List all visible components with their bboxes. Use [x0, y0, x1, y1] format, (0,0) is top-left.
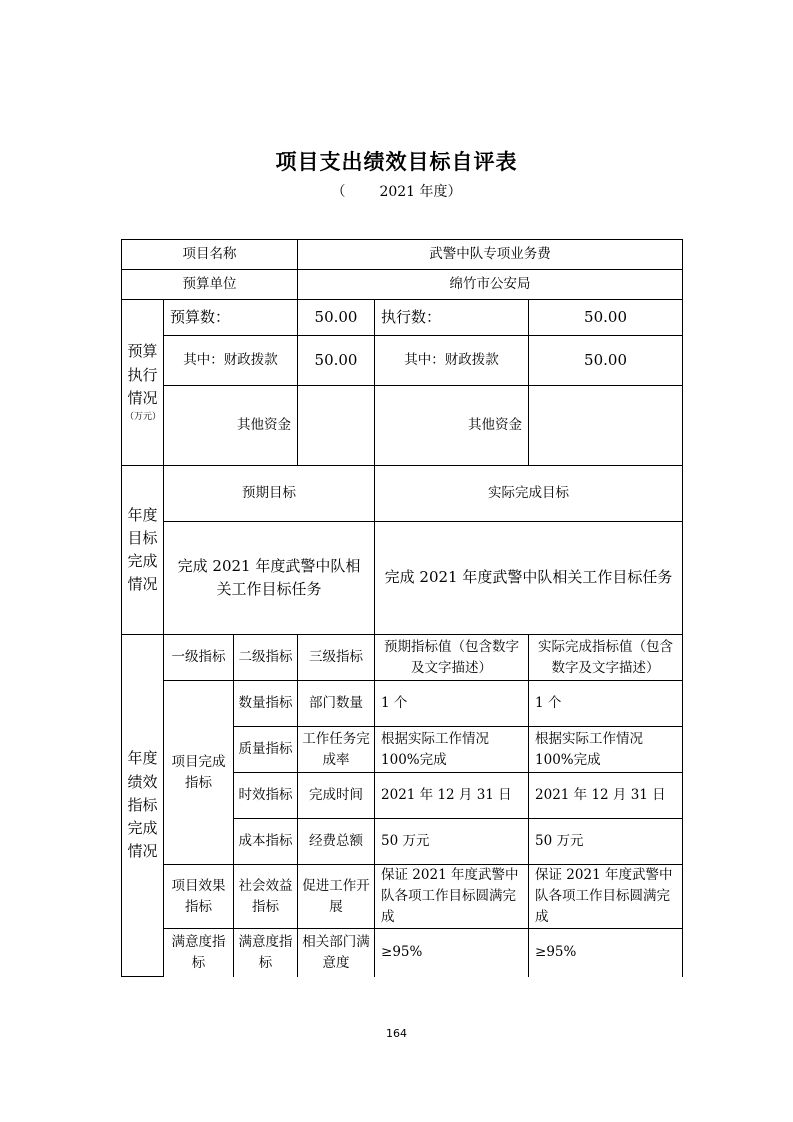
budget-unit-label: 预算单位	[122, 270, 298, 300]
other-funds-budget-label: 其他资金	[164, 386, 298, 466]
actual-total-funds: 50 万元	[529, 819, 683, 865]
expected-promote-work: 保证 2021 年度武警中队各项工作目标圆满完成	[375, 865, 529, 929]
level1-project-effect: 项目效果指标	[164, 865, 234, 929]
header-expected: 预期指标值（包含数字及文字描述）	[375, 635, 529, 681]
actual-promote-work: 保证 2021 年度武警中队各项工作目标圆满完成	[529, 865, 683, 929]
level3-promote-work: 促进工作开展	[298, 865, 375, 929]
project-name-label: 项目名称	[122, 240, 298, 270]
execution-amount-value: 50.00	[529, 300, 683, 336]
expected-completion-time: 2021 年 12 月 31 日	[375, 773, 529, 819]
page-number: 164	[386, 1027, 407, 1040]
budget-execution-unit: （万元）	[125, 412, 162, 423]
actual-completion-time: 2021 年 12 月 31 日	[529, 773, 683, 819]
expected-dept-satisfaction: ≥95%	[375, 929, 529, 977]
subtitle-open-paren: （	[331, 184, 346, 200]
header-actual: 实际完成指标值（包含数字及文字描述）	[529, 635, 683, 681]
header-level2: 二级指标	[234, 635, 298, 681]
fiscal-budget-label: 其中：财政拨款	[164, 336, 298, 386]
annual-goal-section: 年度目标完成情况	[122, 466, 164, 635]
expected-goal-value: 完成 2021 年度武警中队相关工作目标任务	[164, 522, 375, 635]
level2-cost: 成本指标	[234, 819, 298, 865]
other-funds-exec-value	[529, 386, 683, 466]
performance-indicator-section: 年度绩效指标完成情况	[122, 635, 164, 977]
actual-dept-count: 1 个	[529, 681, 683, 727]
execution-amount-label: 执行数：	[375, 300, 529, 336]
other-funds-exec-label: 其他资金	[375, 386, 529, 466]
actual-dept-satisfaction: ≥95%	[529, 929, 683, 977]
budget-amount-value: 50.00	[298, 300, 375, 336]
fiscal-budget-value: 50.00	[298, 336, 375, 386]
project-name-value: 武警中队专项业务费	[298, 240, 683, 270]
header-level1: 一级指标	[164, 635, 234, 681]
level3-task-rate: 工作任务完成率	[298, 727, 375, 773]
page-subtitle	[0, 181, 793, 201]
level1-project-completion: 项目完成指标	[164, 681, 234, 865]
level2-quantity: 数量指标	[234, 681, 298, 727]
other-funds-budget-value	[298, 386, 375, 466]
actual-goal-header: 实际完成目标	[375, 466, 683, 522]
budget-amount-label: 预算数：	[164, 300, 298, 336]
expected-task-rate: 根据实际工作情况 100%完成	[375, 727, 529, 773]
page-title: 项目支出绩效目标自评表	[275, 150, 518, 174]
level3-total-funds: 经费总额	[298, 819, 375, 865]
budget-execution-section	[122, 300, 164, 466]
level3-completion-time: 完成时间	[298, 773, 375, 819]
actual-task-rate: 根据实际工作情况 100%完成	[529, 727, 683, 773]
expected-dept-count: 1 个	[375, 681, 529, 727]
level2-satisfaction: 满意度指标	[234, 929, 298, 977]
level3-dept-count: 部门数量	[298, 681, 375, 727]
fiscal-exec-value: 50.00	[529, 336, 683, 386]
level2-timeliness: 时效指标	[234, 773, 298, 819]
header-level3: 三级指标	[298, 635, 375, 681]
fiscal-exec-label: 其中：财政拨款	[375, 336, 529, 386]
actual-goal-value: 完成 2021 年度武警中队相关工作目标任务	[375, 522, 683, 635]
budget-execution-label: 预算执行情况	[127, 342, 158, 407]
subtitle-year: 2021 年度）	[379, 184, 462, 200]
level2-quality: 质量指标	[234, 727, 298, 773]
level1-satisfaction: 满意度指标	[164, 929, 234, 977]
budget-unit-value: 绵竹市公安局	[298, 270, 683, 300]
expected-total-funds: 50 万元	[375, 819, 529, 865]
level2-social-benefit: 社会效益指标	[234, 865, 298, 929]
level3-dept-satisfaction: 相关部门满意度	[298, 929, 375, 977]
expected-goal-header: 预期目标	[164, 466, 375, 522]
evaluation-table	[121, 239, 683, 977]
